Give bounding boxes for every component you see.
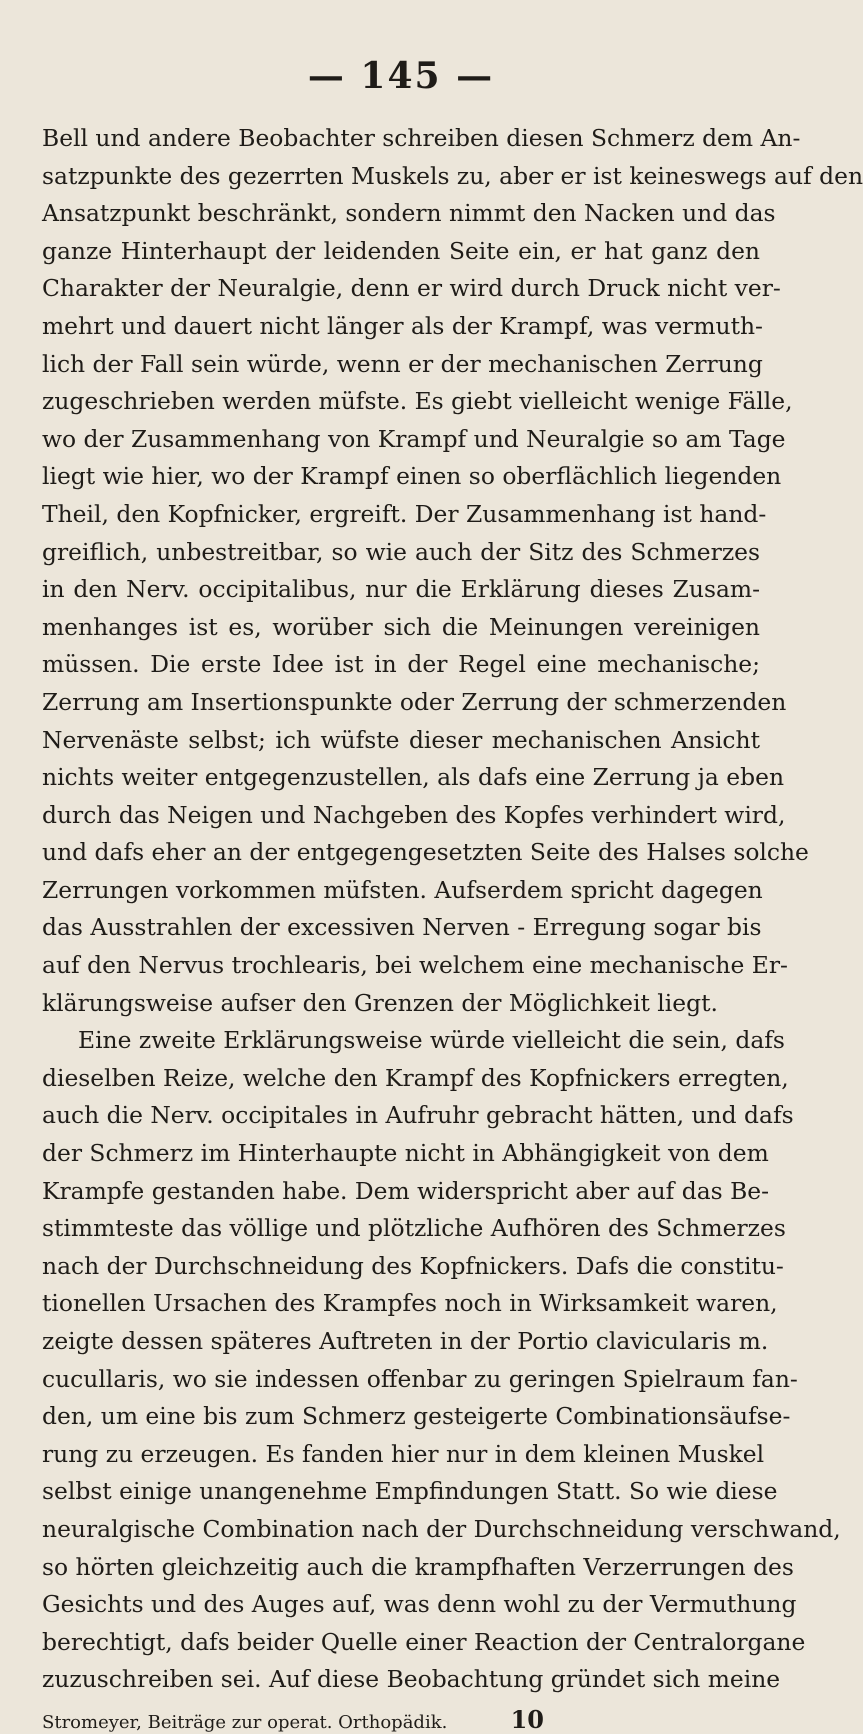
text-line: und dafs eher an der entgegengesetzten Seite des Halses solche (42, 838, 809, 867)
text-line: mehrt und dauert nicht länger als der Krampf, was vermuth- (42, 311, 763, 340)
text-line: zugeschrieben werden müfste. Es giebt vielleicht wenige Fälle, (42, 387, 793, 416)
text-line: so hörten gleichzeitig auch die krampfhaften Verzerrungen des (42, 1552, 794, 1581)
text-line: Zerrungen vorkommen müfsten. Aufserdem spricht dagegen (42, 875, 763, 904)
text-line: auf den Nervus trochlearis, bei welchem eine mechanische Er- (42, 951, 788, 980)
text-line: müssen. Die erste Idee ist in der Regel eine mechanische; (42, 650, 760, 679)
text-line: selbst einige unangenehme Empfindungen Statt. So wie diese (42, 1477, 778, 1506)
page-footer (42, 1705, 760, 1734)
signature-mark: 10 (510, 1704, 544, 1734)
text-line: nichts weiter entgegenzustellen, als dafs eine Zerrung ja eben (42, 763, 785, 792)
text-line: ganze Hinterhaupt der leidenden Seite ein, er hat ganz den (42, 236, 760, 265)
text-line: wo der Zusammenhang von Krampf und Neuralgie so am Tage (42, 424, 786, 453)
text-line: lich der Fall sein würde, wenn er der mechanischen Zerrung (42, 349, 763, 378)
text-line: rung zu erzeugen. Es fanden hier nur in dem kleinen Muskel (42, 1439, 765, 1468)
text-line: auch die Nerv. occipitales in Aufruhr gebracht hätten, und dafs (42, 1101, 794, 1130)
text-line: zeigte dessen späteres Auftreten in der Portio clavicularis m. (42, 1327, 769, 1355)
text-line: Charakter der Neuralgie, denn er wird durch Druck nicht ver- (42, 274, 781, 303)
text-line: neuralgische Combination nach der Durchschneidung verschwand, (42, 1514, 841, 1543)
text-line: cucullaris, wo sie indessen offenbar zu geringen Spielraum fan- (42, 1364, 798, 1393)
text-line: liegt wie hier, wo der Krampf einen so oberflächlich liegenden (42, 462, 782, 491)
text-line: Krampfe gestanden habe. Dem widerspricht aber auf das Be- (42, 1176, 770, 1205)
text-line: stimmteste das völlige und plötzliche Aufhören des Schmerzes (42, 1214, 786, 1243)
text-line: tionellen Ursachen des Krampfes noch in Wirksamkeit waren, (42, 1289, 778, 1318)
text-line: Eine zweite Erklärungsweise würde vielleicht die sein, dafs (78, 1026, 785, 1055)
text-line: den, um eine bis zum Schmerz gesteigerte Combinationsäufse- (42, 1402, 791, 1431)
text-line: Theil, den Kopfnicker, ergreift. Der Zusammenhang ist hand- (42, 499, 767, 528)
text-line: der Schmerz im Hinterhaupte nicht in Abhängigkeit von dem (42, 1139, 769, 1168)
text-line: klärungsweise aufser den Grenzen der Möglichkeit liegt. (42, 988, 718, 1017)
text-line: Gesichts und des Auges auf, was denn wohl zu der Vermuthung (42, 1590, 797, 1619)
text-line: Bell und andere Beobachter schreiben diesen Schmerz dem An- (42, 124, 801, 152)
text-line: Ansatzpunkt beschränkt, sondern nimmt den Nacken und das (42, 199, 776, 228)
text-line: greiflich, unbestreitbar, so wie auch der Sitz des Schmerzes (42, 537, 760, 566)
text-line: zuzuschreiben sei. Auf diese Beobachtung gründet sich meine (42, 1665, 781, 1694)
text-line: durch das Neigen und Nachgeben des Kopfes verhindert wird, (42, 800, 786, 829)
text-line: Nervenäste selbst; ich wüfste dieser mechanischen Ansicht (42, 725, 760, 754)
text-line: satzpunkte des gezerrten Muskels zu, aber er ist keineswegs auf den (42, 161, 863, 190)
text-line: in den Nerv. occipitalibus, nur die Erklärung dieses Zusam- (42, 575, 760, 604)
text-line: Zerrung am Insertionspunkte oder Zerrung der schmerzenden (42, 687, 787, 716)
body-text (42, 120, 863, 1699)
page-number: — 145 — (307, 55, 495, 97)
footer-source: Stromeyer, Beiträge zur operat. Orthopädik. (42, 1711, 448, 1733)
text-line: menhanges ist es, worüber sich die Meinungen vereinigen (42, 612, 760, 641)
text-line: dieselben Reize, welche den Krampf des Kopfnickers erregten, (42, 1063, 789, 1092)
text-line: nach der Durchschneidung des Kopfnickers. Dafs die constitu- (42, 1251, 784, 1280)
text-line: das Ausstrahlen der excessiven Nerven - Erregung sogar bis (42, 913, 762, 942)
text-line: berechtigt, dafs beider Quelle einer Reaction der Centralorgane (42, 1627, 806, 1656)
